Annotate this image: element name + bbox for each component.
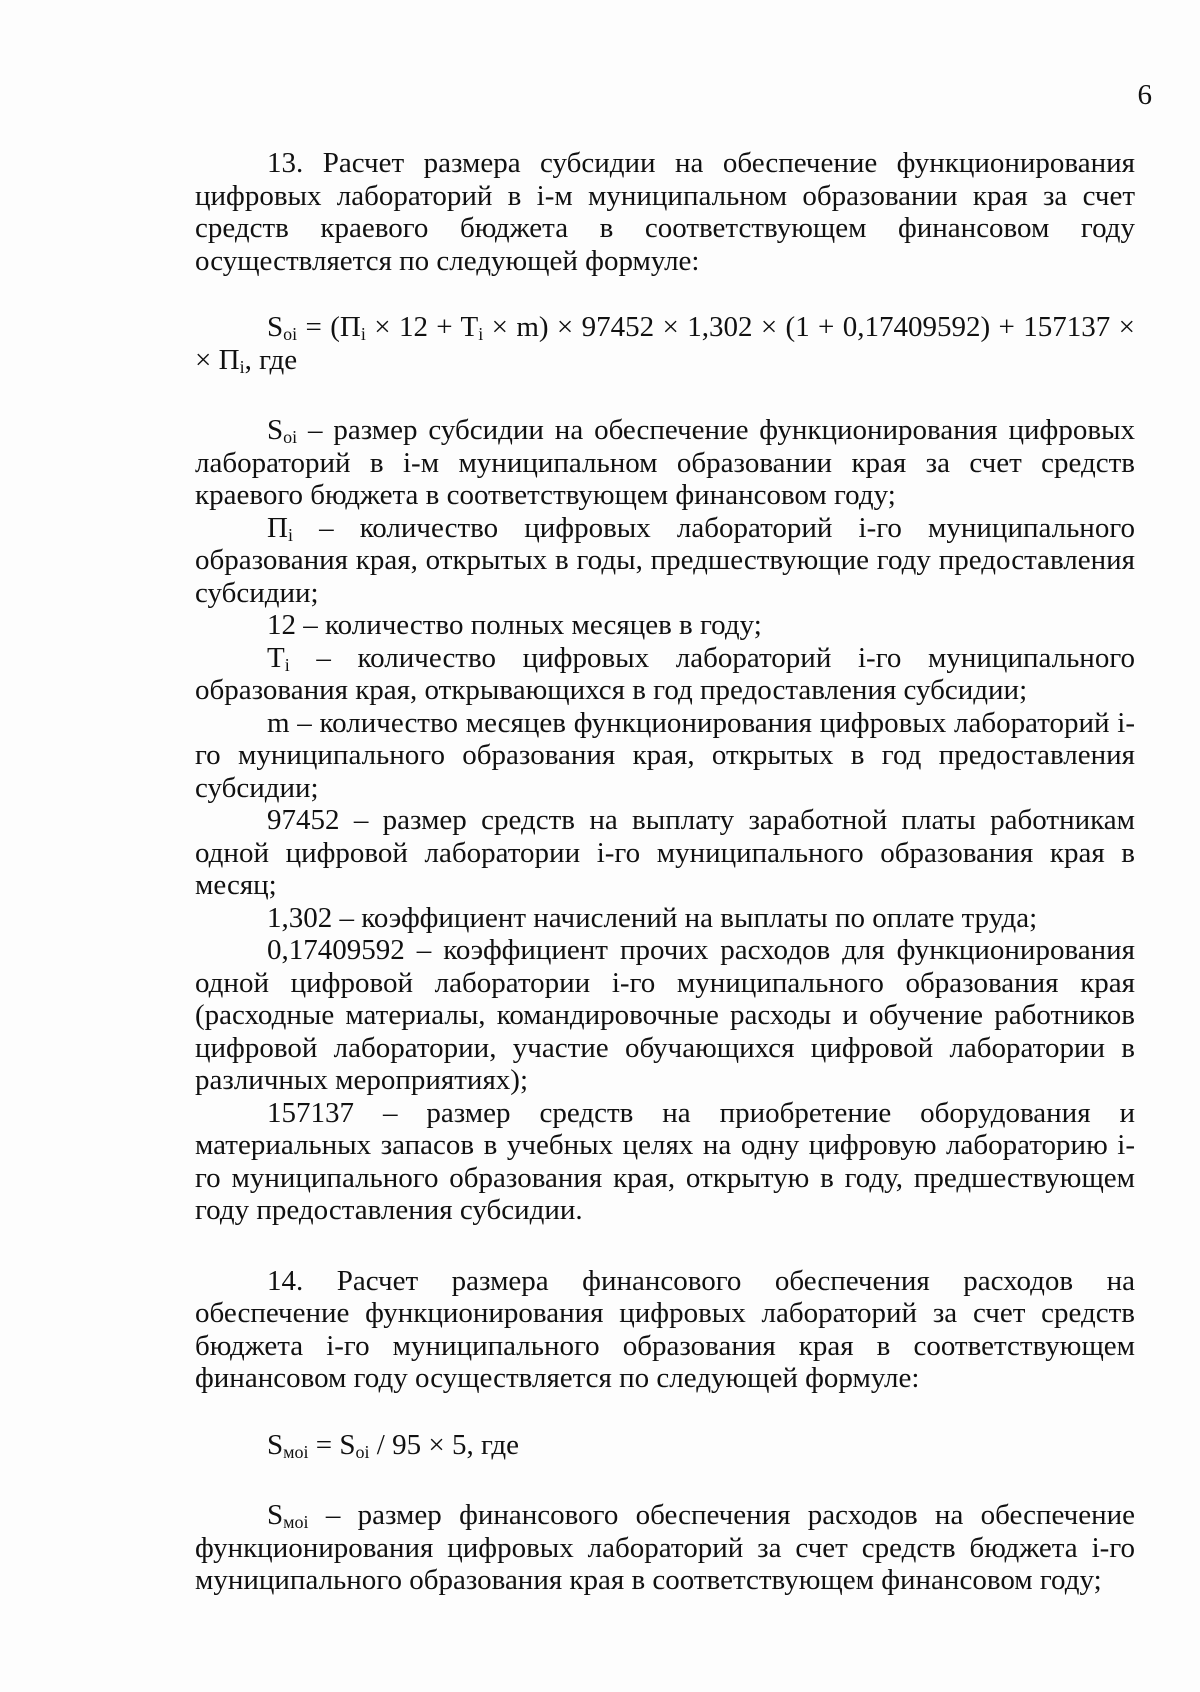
definition-symbol xyxy=(267,414,297,446)
symbol-sub: i xyxy=(287,524,293,545)
formula-part: = (П xyxy=(297,311,361,343)
formula-sub: oi xyxy=(355,1441,370,1462)
formula-lhs: S xyxy=(267,1428,284,1461)
definition-symbol xyxy=(267,1499,309,1531)
definition-pi xyxy=(195,512,1135,610)
section-13-intro: 13. Расчет размера субсидии на обеспечение функционирования цифровых лабораторий в i-м муниципальном образовании края за счет средств краевого бюджета в соответствующем финансовом году осуществляется по следующей формуле: xyxy=(195,147,1135,277)
section-14-intro: 14. Расчет размера финансового обеспечения расходов на обеспечение функционирования цифровых лабораторий за счет средств бюджета i-го муниципального образования края в соответствующем финансовом году осуществляется по следующей формуле: xyxy=(195,1264,1135,1394)
symbol-base: T xyxy=(267,641,285,674)
definition-157137 xyxy=(195,1097,1135,1227)
symbol-base: S xyxy=(267,1499,284,1531)
formula-sub: i xyxy=(239,356,245,377)
definition-1302 xyxy=(195,902,1135,935)
symbol-sub: i xyxy=(284,654,290,675)
definition-ti xyxy=(195,642,1135,707)
definition-text: 97452 – размер средств на выплату заработной платы работникам одной цифровой лаборатории i-го муниципального образования края в месяц; xyxy=(195,804,1135,901)
formula-lhs: S xyxy=(267,311,284,343)
definition-text: 12 – количество полных месяцев в году; xyxy=(267,609,762,641)
symbol-base: S xyxy=(267,414,284,446)
formula-lhs-sub: мoi xyxy=(283,1441,309,1462)
formula-soi xyxy=(195,311,1135,376)
formula-part: / 95 × 5, где xyxy=(369,1428,520,1461)
formula-part: × m) × 97452 × 1,302 × (1 + 0,17409592) + 157137 × × П xyxy=(195,311,1135,376)
definition-text: 1,302 – коэффициент начислений на выплаты по оплате труда; xyxy=(267,901,1038,934)
formula-sub: i xyxy=(478,324,484,344)
formula-lhs-sub: oi xyxy=(283,324,298,344)
definition-97452 xyxy=(195,804,1135,902)
definition-017409592 xyxy=(195,934,1135,1097)
definition-text: – размер финансового обеспечения расходов на обеспечение функционирования цифровых лабораторий за счет средств бюджета i-го муниципального образования края в соответствующем финансовом году; xyxy=(195,1499,1135,1596)
definition-m xyxy=(195,707,1135,805)
spacer xyxy=(195,1461,1135,1499)
formula-part: × 12 + T xyxy=(365,311,479,343)
definition-12 xyxy=(195,609,1135,642)
definition-soi xyxy=(195,414,1135,512)
definition-text: 157137 – размер средств на приобретение оборудования и материальных запасов в учебных целях на одну цифровую лабораторию i-го муниципального образования края, открытую в году, предшествующем году предоставления субсидии. xyxy=(195,1096,1135,1226)
definition-text: 0,17409592 – коэффициент прочих расходов для функционирования одной цифровой лаборатории i-го муниципального образования края (расходные материалы, командировочные расходы и обучение работников цифровой лаборатории, участие обучающихся цифровой лаборатории в различных мероприятиях); xyxy=(195,934,1135,1096)
spacer xyxy=(195,277,1135,311)
symbol-sub: мoi xyxy=(283,1512,309,1532)
formula-part: , где xyxy=(244,343,298,376)
page-number: 6 xyxy=(1137,79,1152,111)
formula-part: = S xyxy=(308,1428,356,1461)
symbol-sub: oi xyxy=(283,427,298,447)
formula-smoi xyxy=(195,1429,1135,1462)
definition-text: – количество цифровых лабораторий i-го муниципального образования края, открытых в годы, предшествующие году предоставления субсидии; xyxy=(195,511,1135,609)
definition-symbol xyxy=(267,642,290,674)
spacer xyxy=(195,376,1135,414)
definition-smoi xyxy=(195,1499,1135,1597)
formula-sub: i xyxy=(360,324,366,344)
definition-text: – размер субсидии на обеспечение функционирования цифровых лабораторий в i-м муниципальном образовании края за счет средств краевого бюджета в соответствующем финансовом году; xyxy=(195,414,1135,511)
definition-symbol xyxy=(267,512,293,544)
symbol-base: П xyxy=(267,511,288,544)
spacer xyxy=(195,1227,1135,1265)
spacer xyxy=(195,1395,1135,1429)
document-body xyxy=(195,147,1135,1597)
definition-text: m – количество месяцев функционирования цифровых лабораторий i-го муниципального образования края, открытых в год предоставления субсидии; xyxy=(195,706,1135,804)
definition-text: – количество цифровых лабораторий i-го муниципального образования края, открывающихся в год предоставления субсидии; xyxy=(195,641,1135,706)
